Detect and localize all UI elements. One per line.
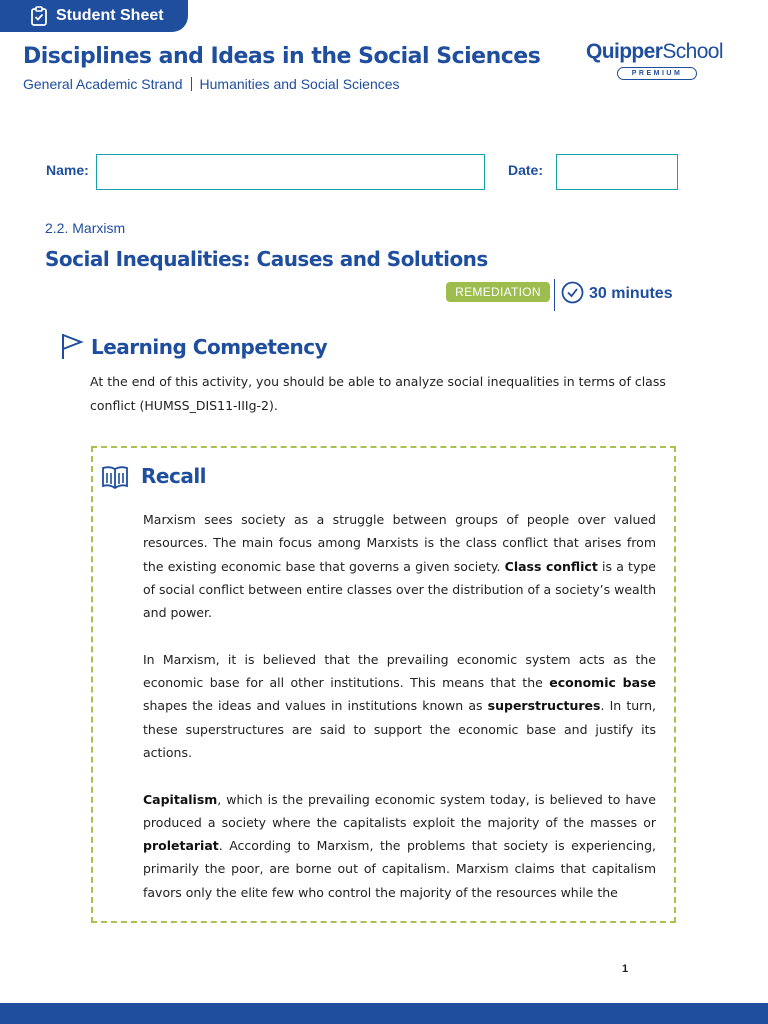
logo-brand-bold: Quipper: [586, 40, 663, 63]
subtitle-divider: [191, 77, 192, 91]
student-sheet-tab: [0, 0, 188, 32]
learning-competency-heading: Learning Competency: [91, 335, 328, 359]
section-number: 2.2. Marxism: [45, 220, 126, 236]
page-number: 1: [622, 963, 629, 975]
key-term: economic base: [549, 675, 656, 691]
clock-icon: [561, 281, 584, 304]
clipboard-check-icon: [30, 6, 48, 26]
recall-text: [143, 508, 656, 912]
recall-heading: Recall: [141, 464, 207, 488]
recall-paragraph: [143, 508, 656, 624]
document-title: Disciplines and Ideas in the Social Sciences: [23, 44, 541, 69]
text-run: . According to Marxism, the problems that society is experiencing, primarily the poor, are borne out of capitalism. Marxism claims that capitalism favors only the elite few who control the majority of the resources while the: [143, 838, 656, 900]
key-term: proletariat: [143, 838, 219, 854]
key-term: Class conflict: [504, 558, 598, 574]
tab-label: Student Sheet: [56, 7, 164, 24]
logo-brand-regular: School: [662, 40, 723, 63]
text-run: . In turn, these superstructures are said to support the economic base and justify its actions.: [143, 698, 656, 760]
key-term: superstructures: [487, 698, 601, 714]
open-book-icon: [101, 464, 129, 490]
recall-paragraph: [143, 788, 656, 904]
premium-badge: PREMIUM: [617, 67, 697, 80]
text-run: Marxism sees society as a struggle between groups of people over valued resources. The main focus among Marxists is the class conflict that arises from the existing economic base that governs a given society.: [143, 512, 656, 574]
text-run: shapes the ideas and values in institutions known as: [143, 698, 488, 714]
flag-icon: [60, 332, 84, 360]
name-field[interactable]: [96, 154, 485, 190]
badge-divider: [554, 279, 555, 311]
learning-competency-text: At the end of this activity, you should be able to analyze social inequalities in terms of class conflict (HUMSS_DIS11-IIIg-2).: [90, 374, 666, 413]
date-field[interactable]: [556, 154, 678, 190]
recall-paragraph: [143, 648, 656, 764]
duration-text: 30 minutes: [589, 285, 673, 302]
text-run: is a type of social conflict between entire classes over the distribution of a society’s wealth and power.: [143, 558, 656, 621]
name-label: Name:: [46, 162, 89, 178]
lesson-title: Social Inequalities: Causes and Solutions: [45, 247, 488, 271]
subject-label: Humanities and Social Sciences: [199, 76, 400, 92]
strand-label: General Academic Strand: [23, 76, 183, 92]
logo-wordmark: [586, 40, 730, 64]
key-term: Capitalism: [143, 791, 218, 807]
date-label: Date:: [508, 162, 544, 178]
quipper-school-logo: [586, 40, 730, 80]
remediation-badge: REMEDIATION: [446, 282, 550, 302]
footer-bar: [0, 1003, 768, 1024]
text-run: In Marxism, it is believed that the prevailing economic system acts as the economic base for all other institutions. This means that the: [143, 651, 656, 691]
document-subtitle: [23, 76, 400, 92]
text-run: , which is the prevailing economic system today, is believed to have produced a society where the capitalists exploit the majority of the masses or: [143, 791, 656, 830]
